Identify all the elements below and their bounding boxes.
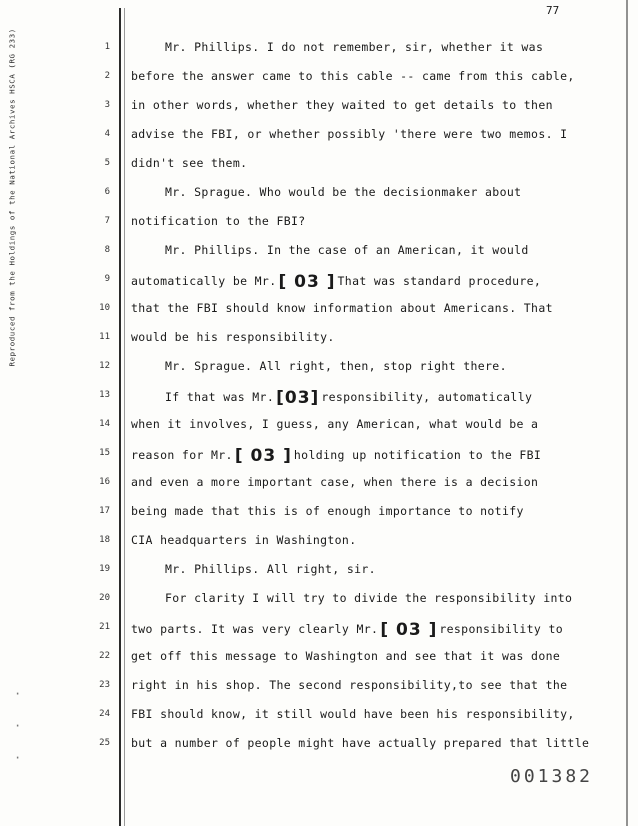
line-text: For clarity I will try to divide the responsibility into <box>165 591 573 605</box>
transcript-line <box>131 504 524 518</box>
line-text: would be his responsibility. <box>131 330 335 344</box>
transcript-line <box>131 214 306 228</box>
transcript-line <box>131 707 575 721</box>
transcript-line <box>165 388 532 408</box>
transcript-line <box>165 243 529 257</box>
line-number: 15 <box>99 448 110 458</box>
page-number: 77 <box>546 4 560 17</box>
line-number: 22 <box>99 651 110 661</box>
transcript-line <box>165 562 376 576</box>
line-text: CIA headquarters in Washington. <box>131 533 357 547</box>
transcript-line <box>131 272 541 292</box>
line-number: 24 <box>99 709 110 719</box>
line-number: 2 <box>104 71 110 81</box>
line-text: get off this message to Washington and see that it was done <box>131 649 561 663</box>
transcript-line <box>131 156 247 170</box>
transcript-line <box>131 127 567 141</box>
redaction-mark: [03] <box>276 388 320 408</box>
archive-side-note: Reproduced from the Holdings of the National Archives HSCA (RG 233) <box>7 28 17 367</box>
line-text: FBI should know, it still would have been his responsibility, <box>131 707 575 721</box>
transcript-line <box>131 301 553 315</box>
line-text-before-redaction: automatically be Mr. <box>131 274 277 288</box>
line-number: 4 <box>104 129 110 139</box>
redaction-mark: [ 03 ] <box>234 446 292 466</box>
line-text-before-redaction: two parts. It was very clearly Mr. <box>131 622 379 636</box>
margin-marks: · · · <box>14 687 22 765</box>
line-number: 12 <box>99 361 110 371</box>
line-text: Mr. Phillips. All right, sir. <box>165 562 376 576</box>
line-number: 6 <box>104 187 110 197</box>
line-number: 17 <box>99 506 110 516</box>
transcript-line <box>131 649 560 663</box>
line-text-after-redaction: That was standard procedure, <box>337 274 542 288</box>
line-text-after-redaction: responsibility to <box>439 622 564 636</box>
line-number: 5 <box>104 158 110 168</box>
document-number: 001382 <box>510 766 594 787</box>
transcript-line <box>131 417 538 431</box>
line-text: Mr. Sprague. All right, then, stop right there. <box>165 359 507 373</box>
line-text: but a number of people might have actually prepared that little <box>131 736 590 750</box>
redaction-mark: [ 03 ] <box>380 620 438 640</box>
transcript-line <box>131 736 589 750</box>
line-number: 11 <box>99 332 110 342</box>
line-number: 3 <box>104 100 110 110</box>
line-text: Mr. Phillips. I do not remember, sir, whether it was <box>165 40 544 54</box>
line-text: Mr. Sprague. Who would be the decisionmaker about <box>165 185 522 199</box>
transcript-line <box>131 475 538 489</box>
transcript-line <box>131 98 553 112</box>
line-text-before-redaction: reason for Mr. <box>131 448 233 462</box>
transcript-line <box>131 69 575 83</box>
transcript-line <box>165 591 572 605</box>
margin-rule-light <box>124 8 125 826</box>
line-text-after-redaction: responsibility, automatically <box>321 390 533 404</box>
line-text: and even a more important case, when there is a decision <box>131 475 539 489</box>
line-text-after-redaction: holding up notification to the FBI <box>293 448 542 462</box>
line-text: being made that this is of enough importance to notify <box>131 504 524 518</box>
line-number: 13 <box>99 390 110 400</box>
line-text: that the FBI should know information about Americans. That <box>131 301 553 315</box>
line-number: 18 <box>99 535 110 545</box>
line-number: 19 <box>99 564 110 574</box>
line-number: 14 <box>99 419 110 429</box>
transcript-line <box>131 446 541 466</box>
line-number: 16 <box>99 477 110 487</box>
line-number: 8 <box>104 245 110 255</box>
transcript-line <box>131 620 563 640</box>
margin-rule-dark <box>119 8 121 826</box>
line-text: in other words, whether they waited to get details to then <box>131 98 553 112</box>
transcript-line <box>131 330 335 344</box>
line-text-before-redaction: If that was Mr. <box>165 390 275 404</box>
redaction-mark: [ 03 ] <box>278 272 336 292</box>
line-text: right in his shop. The second responsibility,to see that the <box>131 678 568 692</box>
line-number: 9 <box>104 274 110 284</box>
line-text: before the answer came to this cable -- came from this cable, <box>131 69 575 83</box>
line-text: when it involves, I guess, any American, what would be a <box>131 417 539 431</box>
line-number: 7 <box>104 216 110 226</box>
line-number: 23 <box>99 680 110 690</box>
page-edge-shadow <box>626 0 628 826</box>
line-number: 1 <box>104 42 110 52</box>
line-number: 25 <box>99 738 110 748</box>
transcript-line <box>165 359 507 373</box>
transcript-line <box>131 533 356 547</box>
line-number: 20 <box>99 593 110 603</box>
line-text: notification to the FBI? <box>131 214 306 228</box>
transcript-line <box>165 40 543 54</box>
line-text: didn't see them. <box>131 156 248 170</box>
transcript-line <box>131 678 567 692</box>
line-text: Mr. Phillips. In the case of an American, it would <box>165 243 529 257</box>
line-number: 10 <box>99 303 110 313</box>
line-number: 21 <box>99 622 110 632</box>
line-text: advise the FBI, or whether possibly 'there were two memos. I <box>131 127 568 141</box>
transcript-line <box>165 185 521 199</box>
